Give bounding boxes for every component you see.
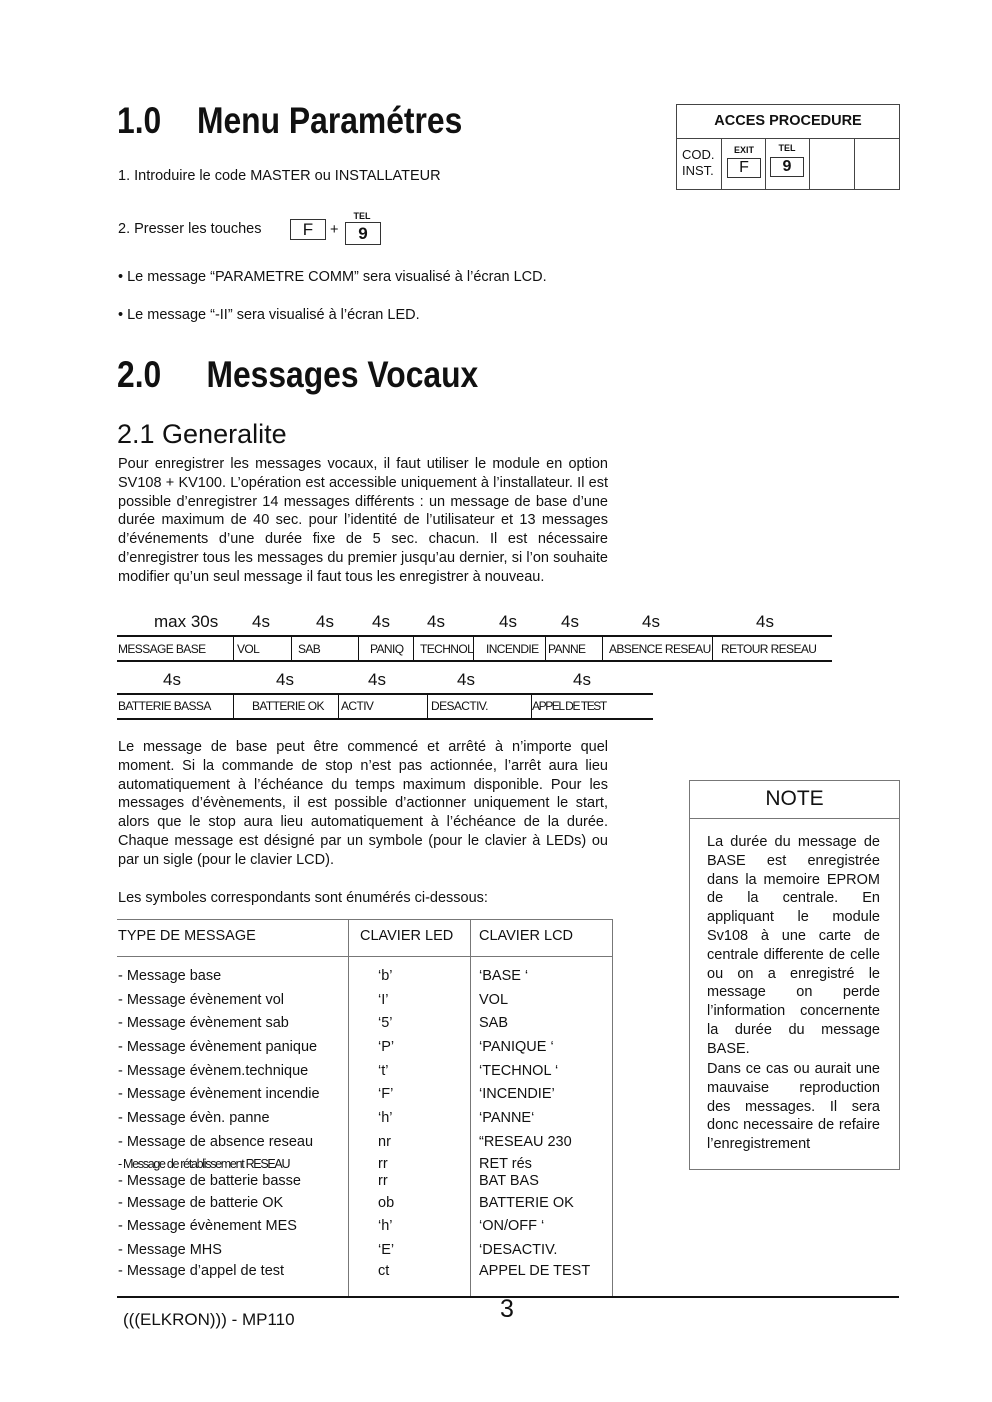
timeline-label: APPEL DE TEST bbox=[532, 699, 606, 713]
lcd-symbol-cell: ‘DESACTIV. bbox=[479, 1242, 558, 1258]
message-type-cell: - Message évènement MES bbox=[118, 1218, 297, 1234]
header-led: CLAVIER LED bbox=[360, 928, 454, 944]
duration: 4s bbox=[499, 612, 517, 631]
bullet-led: • Le message “-II” sera visualisé à l’écran LED. bbox=[118, 307, 420, 323]
key-tel-label: TEL bbox=[353, 211, 371, 221]
duration: 4s bbox=[368, 670, 386, 689]
message-type-cell: - Message évènement incendie bbox=[118, 1086, 320, 1102]
lcd-symbol-cell: ‘PANIQUE ‘ bbox=[479, 1039, 554, 1055]
duration: 4s bbox=[561, 612, 579, 631]
exit-label: EXIT bbox=[733, 145, 754, 155]
led-symbol-cell: ‘E’ bbox=[378, 1242, 395, 1258]
led-symbol-cell: ‘h’ bbox=[378, 1218, 393, 1234]
message-type-cell: - Message évènement vol bbox=[118, 992, 285, 1008]
timeline-label: PANNE bbox=[548, 642, 586, 656]
lcd-symbol-cell: ‘ON/OFF ‘ bbox=[479, 1218, 545, 1234]
led-symbol-cell: ‘b’ bbox=[378, 968, 393, 984]
duration: 4s bbox=[372, 612, 390, 631]
message-type-cell: - Message MHS bbox=[118, 1242, 222, 1258]
led-symbol-cell: ‘P’ bbox=[378, 1039, 395, 1055]
intro-paragraph: Pour enregistrer les messages vocaux, il faut utiliser le module en option SV108 + KV100. L’opération est accessible uniquement à l’installateur. Il est possible d’enregistrer 14 messages différents : un message de base d’une durée maximum de 40 sec. pour l’identité de l’utilisateur et 13 messages d’événements d’une durée fixe de 5 sec. chacun. Il est nécessaire d’enregistrer tous les messages du premier jusqu’au dernier, si l’on souhaite modifier qu’un seul message il faut tous les enregistrer à nouveau. bbox=[118, 456, 608, 585]
timeline-label: INCENDIE bbox=[486, 642, 539, 656]
note-text-2: Dans ce cas ou aurait une mauvaise reproduction des messages. Il sera donc necessaire de refaire l’enregistrement bbox=[707, 1061, 880, 1153]
led-symbol-cell: rr bbox=[378, 1173, 388, 1189]
led-symbol-cell: ‘I’ bbox=[378, 992, 389, 1008]
duration: 4s bbox=[457, 670, 475, 689]
duration: 4s bbox=[573, 670, 591, 689]
duration: max 30s bbox=[154, 612, 219, 631]
subsection-title: 2.1 Generalite bbox=[117, 419, 287, 449]
lcd-symbol-cell: SAB bbox=[479, 1015, 509, 1031]
section-2-number: 2.0 bbox=[117, 354, 162, 395]
timeline-label: PANIQ bbox=[370, 642, 404, 656]
tel-label: TEL bbox=[778, 143, 796, 153]
footer-brand: (((ELKRON))) - MP110 bbox=[123, 1310, 295, 1329]
lcd-symbol-cell: “RESEAU 230 bbox=[479, 1134, 572, 1150]
duration: 4s bbox=[252, 612, 270, 631]
page-number: 3 bbox=[500, 1295, 514, 1323]
timeline-label: ACTIV bbox=[341, 699, 374, 713]
section-2-title: Messages Vocaux bbox=[206, 354, 479, 395]
tel-key: 9 bbox=[770, 157, 804, 177]
duration: 4s bbox=[756, 612, 774, 631]
step-2: 2. Presser les touches bbox=[118, 221, 262, 237]
lcd-symbol-cell: BAT BAS bbox=[479, 1173, 539, 1189]
message-type-cell: - Message de batterie OK bbox=[118, 1195, 284, 1211]
message-type-cell: - Message évènement panique bbox=[118, 1039, 318, 1055]
lcd-symbol-cell: ‘INCENDIE’ bbox=[479, 1086, 555, 1102]
message-type-cell: - Message évènem.technique bbox=[118, 1063, 309, 1079]
led-symbol-cell: rr bbox=[378, 1156, 388, 1172]
step-1: 1. Introduire le code MASTER ou INSTALLATEUR bbox=[118, 168, 441, 184]
message-type-cell: - Message évènement sab bbox=[118, 1015, 289, 1031]
timeline-label: VOL bbox=[237, 642, 260, 656]
timeline-label: BATTERIE OK bbox=[252, 699, 324, 713]
duration: 4s bbox=[427, 612, 445, 631]
lcd-symbol-cell: ‘BASE ‘ bbox=[479, 968, 529, 984]
message-type-cell: - Message évèn. panne bbox=[118, 1110, 270, 1126]
timeline-label: BATTERIE BASSA bbox=[118, 699, 211, 713]
led-symbol-cell: ‘5’ bbox=[378, 1015, 393, 1031]
duration: 4s bbox=[642, 612, 660, 631]
header-type: TYPE DE MESSAGE bbox=[118, 928, 256, 944]
section-1-number: 1.0 bbox=[117, 100, 162, 141]
acces-procedure-box bbox=[676, 104, 900, 190]
section-1-title: Menu Paramétres bbox=[196, 100, 463, 141]
lcd-symbol-cell: ‘PANNE‘ bbox=[479, 1110, 535, 1126]
inst-label: INST. bbox=[682, 163, 714, 178]
led-symbol-cell: ct bbox=[378, 1263, 390, 1279]
cod-label: COD. bbox=[682, 147, 715, 162]
timeline-label: MESSAGE BASE bbox=[118, 642, 206, 656]
duration: 4s bbox=[163, 670, 181, 689]
timeline-label: RETOUR RESEAU bbox=[721, 642, 817, 656]
acces-procedure-title: ACCES PROCEDURE bbox=[677, 105, 899, 139]
lcd-symbol-cell: APPEL DE TEST bbox=[479, 1263, 591, 1279]
duration: 4s bbox=[316, 612, 334, 631]
lcd-symbol-cell: ‘TECHNOL ‘ bbox=[479, 1063, 559, 1079]
header-lcd: CLAVIER LCD bbox=[479, 928, 574, 944]
section-1-heading bbox=[117, 100, 462, 142]
key-f: F bbox=[290, 219, 326, 240]
timeline-label: SAB bbox=[298, 642, 321, 656]
message-type-cell: - Message de rétablissement RESEAU bbox=[118, 1157, 290, 1171]
duration: 4s bbox=[276, 670, 294, 689]
note-box bbox=[689, 780, 900, 1170]
note-title: NOTE bbox=[690, 781, 899, 819]
bullet-lcd: • Le message “PARAMETRE COMM” sera visualisé à l’écran LCD. bbox=[118, 269, 547, 285]
message-type-cell: - Message de batterie basse bbox=[118, 1173, 301, 1189]
symbols-intro: Les symboles correspondants sont énumérés ci-dessous: bbox=[118, 890, 488, 906]
timeline-label: ABSENCE RESEAU bbox=[609, 642, 711, 656]
led-symbol-cell: ‘t’ bbox=[378, 1063, 389, 1079]
section-2-heading bbox=[117, 354, 478, 396]
base-message-paragraph: Le message de base peut être commencé et arrêté à n’importe quel moment. Si la commande de stop n’est pas actionnée, l’arrêt aura lieu automatiquement à l’échéance du temps maximum disponible. Pour les messages d’évènements, il est possible d’actionner uniquement le start, alors que le stop aura lieu automatiquement à l’échéance de la durée. Chaque message est désigné par un symbole (pour le clavier à LEDs) ou par un sigle (pour le clavier LCD). bbox=[118, 739, 608, 868]
timeline-label: DESACTIV. bbox=[431, 699, 488, 713]
led-symbol-cell: ‘h’ bbox=[378, 1110, 393, 1126]
led-symbol-cell: ob bbox=[378, 1195, 395, 1211]
timeline-label: TECHNOL bbox=[420, 642, 474, 656]
lcd-symbol-cell: RET rés bbox=[479, 1156, 532, 1172]
led-symbol-cell: nr bbox=[378, 1134, 391, 1150]
cod-inst-label bbox=[682, 147, 715, 179]
exit-key: F bbox=[727, 158, 761, 178]
plus-sign: + bbox=[330, 222, 339, 238]
key-9: 9 bbox=[345, 222, 381, 245]
message-type-cell: - Message d’appel de test bbox=[118, 1263, 285, 1279]
lcd-symbol-cell: BATTERIE OK bbox=[479, 1195, 574, 1211]
led-symbol-cell: ‘F’ bbox=[378, 1086, 394, 1102]
message-type-cell: - Message base bbox=[118, 968, 222, 984]
note-text-1: La durée du message de BASE est enregistrée dans la memoire EPROM de la centrale. En appliquant le module Sv108 à une carte de centrale differente de celle ou on a enregistré le message on perde l’information concernente la durée du message BASE. bbox=[707, 834, 880, 1057]
message-type-cell: - Message de absence reseau bbox=[118, 1134, 314, 1150]
lcd-symbol-cell: VOL bbox=[479, 992, 509, 1008]
